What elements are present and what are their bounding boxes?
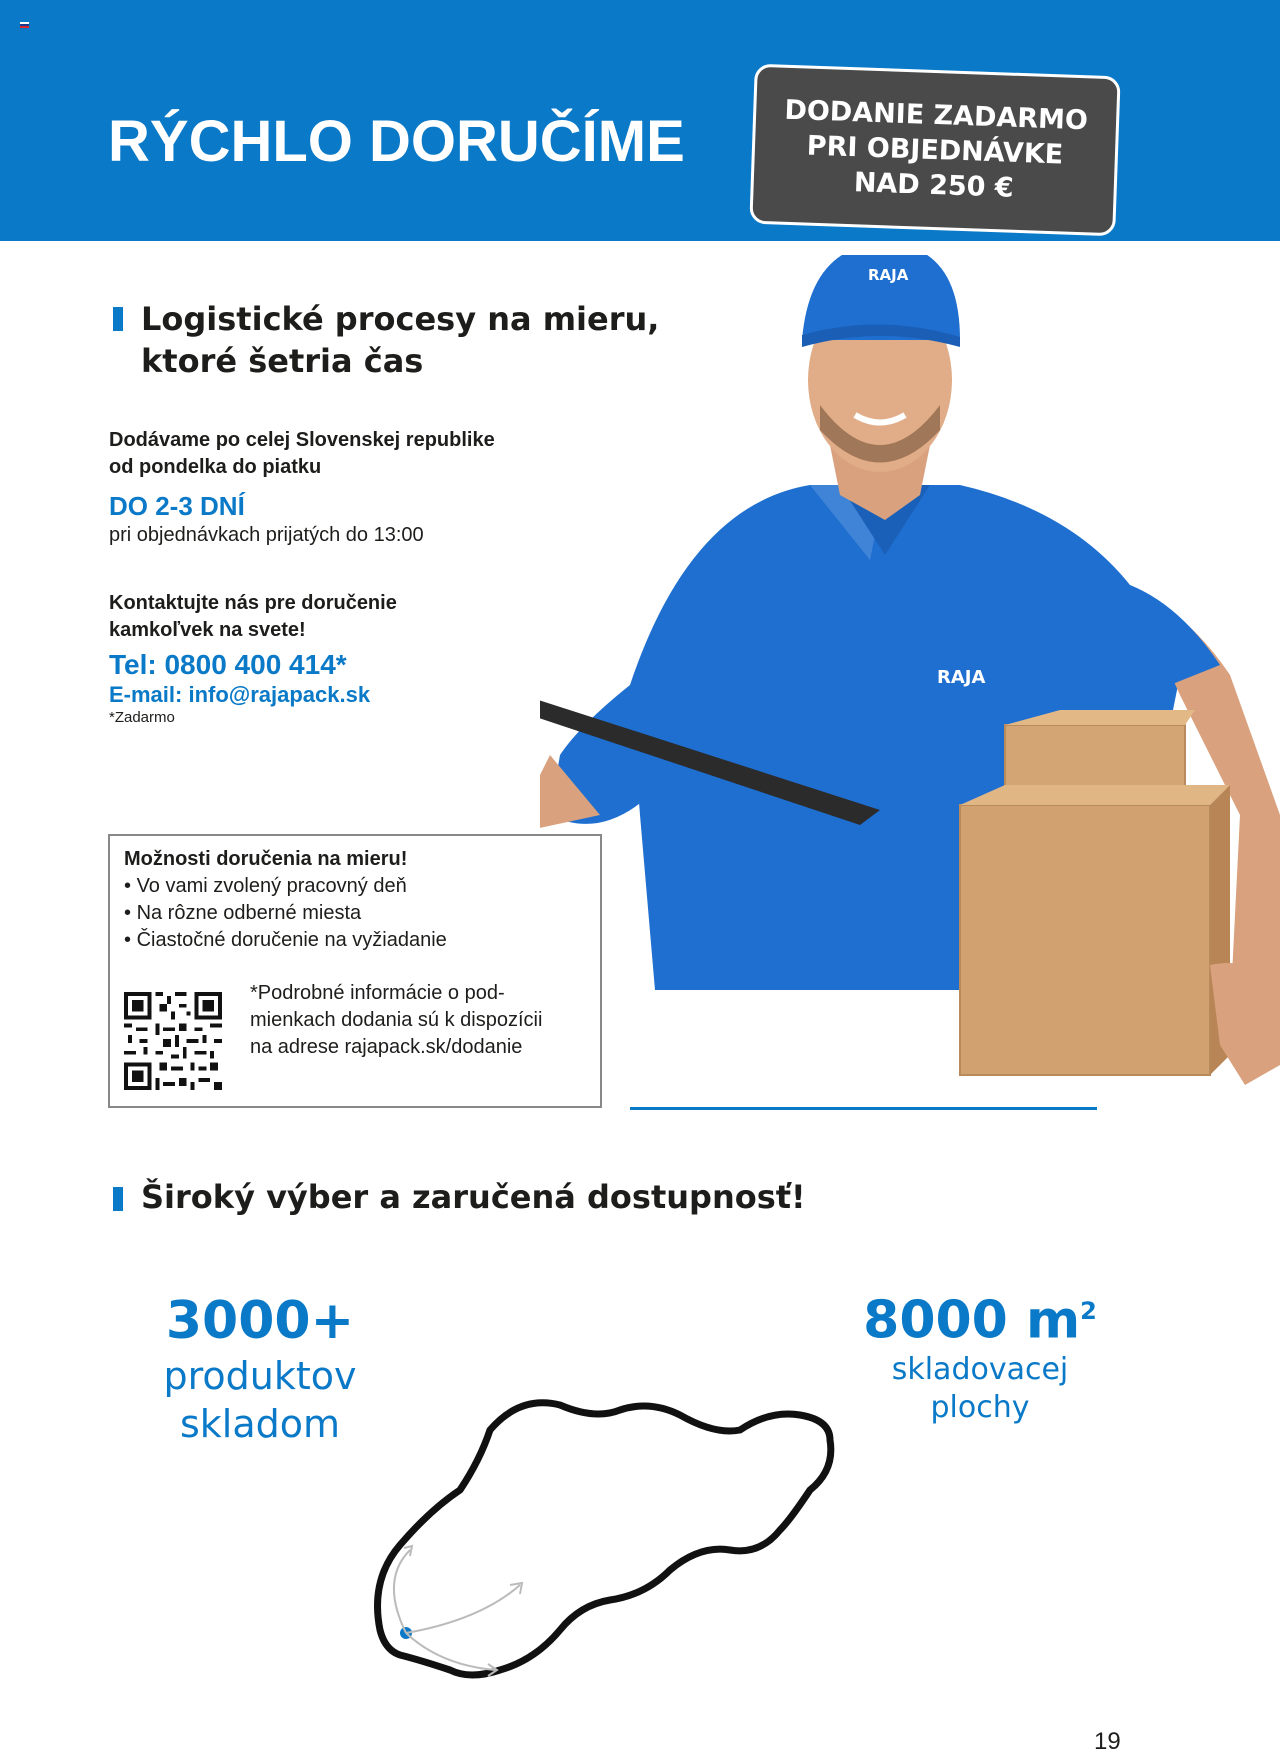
order-cutoff: pri objednávkach prijatých do 13:00 xyxy=(109,524,424,546)
cap-logo: RAJA xyxy=(868,266,909,284)
section-marker xyxy=(113,1187,123,1211)
photo-baseline xyxy=(630,1107,1097,1110)
flag-icon xyxy=(20,22,29,28)
contact-line: kamkoľvek na svete! xyxy=(109,619,306,641)
stat-label: skladovacej xyxy=(891,1352,1069,1388)
options-list xyxy=(124,873,447,954)
qr-code[interactable] xyxy=(124,992,222,1090)
contact-line: Kontaktujte nás pre doručenie xyxy=(109,592,397,614)
delivery-days: DO 2-3 DNÍ xyxy=(109,491,245,521)
stat-value: 3000+ xyxy=(165,1291,355,1351)
stat-value-wrap xyxy=(860,1280,1100,1351)
stat-unit-sup: 2 xyxy=(1080,1297,1097,1325)
stat-products xyxy=(140,1290,380,1448)
email-link[interactable]: E-mail: info@rajapack.sk xyxy=(109,682,371,707)
stat-label: plochy xyxy=(930,1390,1030,1426)
phone-link[interactable]: Tel: 0800 400 414* xyxy=(109,649,347,680)
free-note: *Zadarmo xyxy=(109,709,175,726)
list-item: • Čiastočné doručenie na vyžiadanie xyxy=(124,927,447,954)
promo-line: PRI OBJEDNÁVKE xyxy=(806,130,1064,171)
stat-label: skladom xyxy=(179,1402,341,1446)
delivery-info-note xyxy=(250,980,542,1061)
section-marker xyxy=(113,307,123,331)
header-banner xyxy=(0,0,1280,241)
promo-line: DODANIE ZADARMO xyxy=(783,94,1089,137)
contact-text xyxy=(109,590,397,644)
courier-photo xyxy=(540,255,1280,1110)
list-item: • Na rôzne odberné miesta xyxy=(124,900,447,927)
section-title-line: Logistické procesy na mieru, xyxy=(141,300,660,338)
stat-label: produktov xyxy=(163,1354,357,1398)
info-line: *Podrobné informácie o pod- xyxy=(250,982,505,1004)
info-line: na adrese rajapack.sk/dodanie xyxy=(250,1036,523,1058)
delivery-line: Dodávame po celej Slovenskej republike xyxy=(109,429,495,451)
delivery-line: od pondelka do piatku xyxy=(109,456,322,478)
free-delivery-badge xyxy=(749,64,1120,237)
info-line: mienkach dodania sú k dispozícii xyxy=(250,1009,543,1031)
list-item: • Vo vami zvolený pracovný deň xyxy=(124,873,447,900)
page-number: 19 xyxy=(1094,1728,1121,1755)
delivery-text xyxy=(109,427,495,481)
options-title: Možnosti doručenia na mieru! xyxy=(124,848,408,870)
section-title: Široký výber a zaručená dostupnosť! xyxy=(141,1178,806,1216)
stat-value: 8000 m xyxy=(863,1290,1081,1351)
shirt-logo: RAJA xyxy=(937,667,986,688)
promo-line: NAD 250 € xyxy=(853,167,1015,204)
section-title-line: ktoré šetria čas xyxy=(141,342,424,380)
page-title: RÝCHLO DORUČÍME xyxy=(108,109,685,174)
slovakia-map xyxy=(360,1380,920,1710)
